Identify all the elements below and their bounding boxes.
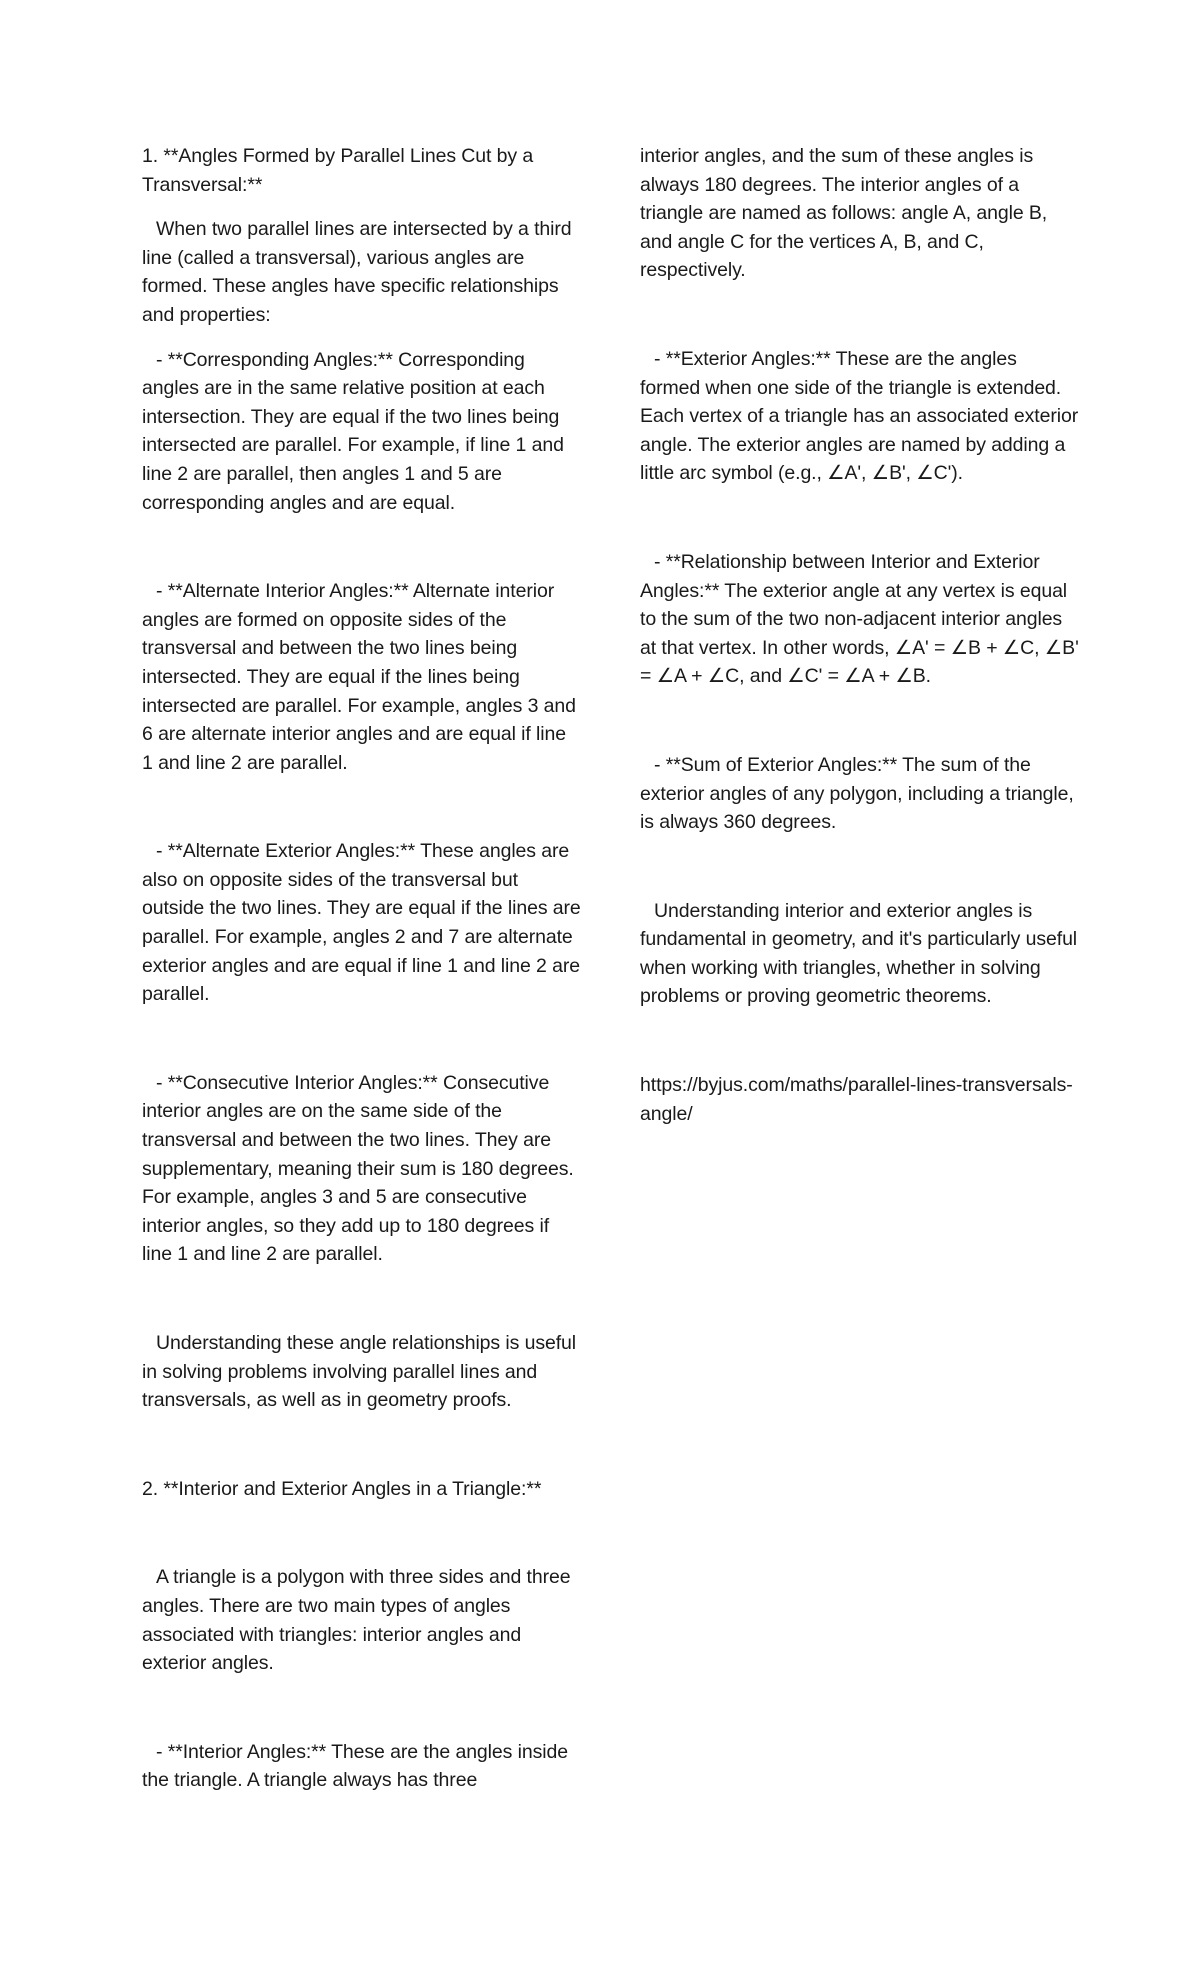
paragraph-exterior-angles: - **Exterior Angles:** These are the angles formed when one side of the triangle is extended. Each vertex of a triangle has an associated exterior angle. The exterior angles are named by adding a little arc symbol (e.g., ∠A', ∠B', ∠C'). [640, 347, 1079, 485]
paragraph-consecutive-interior-angles: - **Consecutive Interior Angles:** Consecutive interior angles are on the same side of the transversal and between the two lines. They are supplementary, meaning their sum is 180 degrees. For example, angles 3 and 5 are consecutive interior angles, so they add up to 180 degrees if line 1 and line 2 are parallel. [142, 1071, 574, 1266]
paragraph-alternate-exterior-angles: - **Alternate Exterior Angles:** These angles are also on opposite sides of the transversal but outside the two lines. They are equal if the lines are parallel. For example, angles 2 and 7 are alternate exterior angles and are equal if line 1 and line 2 are parallel. [142, 840, 581, 1006]
right-column [640, 142, 1080, 1128]
paragraph-conclusion: Understanding interior and exterior angles is fundamental in geometry, and it's particularly useful when working with triangles, whether in solving problems or proving geometric theorems. [640, 899, 1078, 1008]
paragraph-relationships-summary: Understanding these angle relationships is useful in solving problems involving parallel lines and transversals, as well as in geometry proofs. [142, 1332, 577, 1412]
paragraph-corresponding-angles: - **Corresponding Angles:** Corresponding angles are in the same relative position at each intersection. They are equal if the two lines being intersected are parallel. For example, if line 1 and line 2 are parallel, then angles 1 and 5 are corresponding angles and are equal. [142, 348, 564, 514]
left-column [142, 142, 582, 1795]
paragraph-alternate-interior-angles: - **Alternate Interior Angles:** Alternate interior angles are formed on opposite sides of the transversal and between the two lines being intersected. They are equal if the lines being intersected are parallel. For example, angles 3 and 6 are alternate interior angles and are equal if line 1 and line 2 are parallel. [142, 580, 576, 774]
section-heading-triangle-angles: 2. **Interior and Exterior Angles in a Triangle:** [142, 1477, 542, 1500]
source-link[interactable]: https://byjus.com/maths/parallel-lines-transversals-angle/ [640, 1074, 1073, 1125]
section-heading-parallel-lines: 1. **Angles Formed by Parallel Lines Cut by a Transversal:** [142, 145, 534, 196]
paragraph-interior-angles: - **Interior Angles:** These are the angles inside the triangle. A triangle always has three [142, 1740, 568, 1792]
paragraph-interior-exterior-relationship: - **Relationship between Interior and Exterior Angles:** The exterior angle at any vertex is equal to the sum of the two non-adjacent interior angles at that vertex. In other words, ∠A' = ∠B + ∠C, ∠B' = ∠A + ∠C, and ∠C' = ∠A + ∠B. [640, 550, 1079, 688]
paragraph-interior-angles-continued: interior angles, and the sum of these angles is always 180 degrees. The interior angles of a triangle are named as follows: angle A, angle B, and angle C for the vertices A, B, and C, respectively. [640, 145, 1048, 282]
paragraph-transversal-intro: When two parallel lines are intersected by a third line (called a transversal), various angles are formed. These angles have specific relationships and properties: [142, 218, 572, 326]
paragraph-triangle-intro: A triangle is a polygon with three sides and three angles. There are two main types of angles associated with triangles: interior angles and exterior angles. [142, 1566, 571, 1675]
paragraph-sum-exterior-angles: - **Sum of Exterior Angles:** The sum of the exterior angles of any polygon, including a triangle, is always 360 degrees. [640, 753, 1074, 834]
